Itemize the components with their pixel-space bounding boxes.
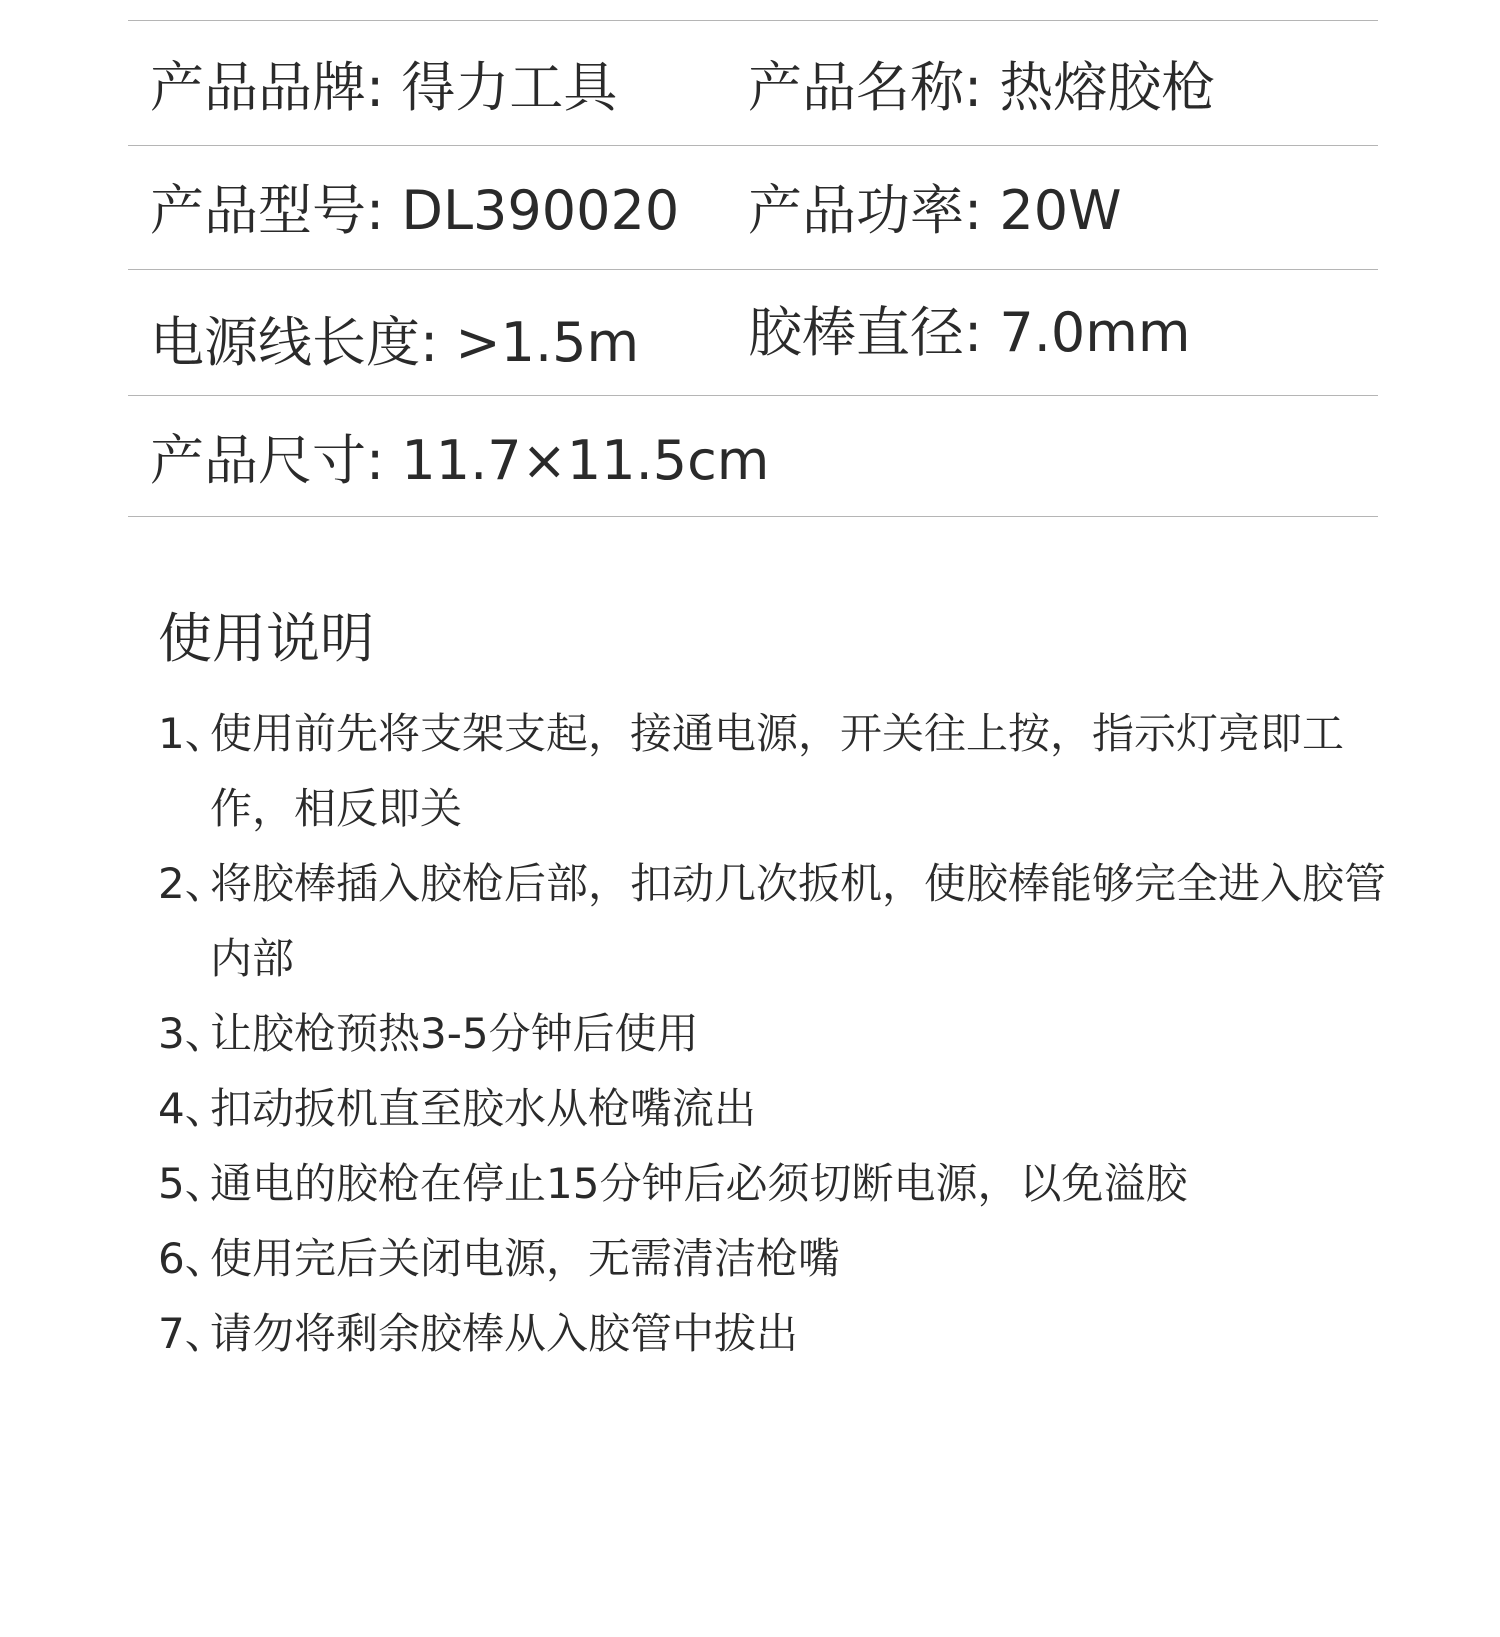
spec-stick-diameter	[748, 301, 1191, 364]
instruction-step	[158, 846, 1388, 996]
instruction-step	[158, 1146, 1388, 1221]
spec-brand-value: 得力工具	[401, 56, 618, 119]
step-text: 使用前先将支架支起，接通电源，开关往上按，指示灯亮即工作，相反即关	[210, 709, 1345, 833]
instruction-step	[158, 1071, 1388, 1146]
step-number: 3、	[158, 1009, 227, 1058]
spec-stick-diameter-value: 7.0mm	[999, 301, 1191, 364]
step-number: 1、	[158, 709, 227, 758]
spec-power-label: 产品功率:	[748, 179, 983, 242]
spec-brand	[150, 56, 618, 119]
spec-model-value: DL390020	[401, 179, 680, 242]
spec-row-size	[128, 395, 1378, 517]
usage-instructions	[158, 607, 1388, 1371]
step-number: 7、	[158, 1309, 227, 1358]
spec-power	[748, 179, 1122, 242]
instruction-step	[158, 996, 1388, 1071]
spec-product-name	[748, 56, 1216, 119]
step-number: 6、	[158, 1234, 227, 1283]
step-text: 将胶棒插入胶枪后部，扣动几次扳机，使胶棒能够完全进入胶管内部	[210, 859, 1387, 983]
spec-size-value: 11.7×11.5cm	[401, 429, 770, 492]
instruction-step	[158, 1221, 1388, 1296]
step-text: 使用完后关闭电源，无需清洁枪嘴	[210, 1234, 841, 1283]
spec-stick-diameter-label: 胶棒直径:	[748, 301, 983, 364]
step-text: 请勿将剩余胶棒从入胶管中拔出	[210, 1309, 799, 1358]
step-number: 2、	[158, 859, 227, 908]
instruction-step	[158, 1296, 1388, 1371]
spec-row-brand-name	[128, 20, 1378, 145]
spec-size	[150, 429, 770, 492]
spec-power-value: 20W	[999, 179, 1122, 242]
spec-cord-length-label: 电源线长度:	[150, 311, 439, 374]
spec-product-name-value: 热熔胶枪	[999, 56, 1216, 119]
step-text: 让胶枪预热3-5分钟后使用	[210, 1009, 699, 1058]
spec-row-cord-diameter	[128, 269, 1378, 395]
spec-cord-length-value: >1.5m	[455, 311, 640, 374]
spec-table	[128, 20, 1378, 517]
instructions-title: 使用说明	[158, 607, 374, 670]
spec-model-label: 产品型号:	[150, 179, 385, 242]
spec-row-model-power	[128, 145, 1378, 269]
step-text: 通电的胶枪在停止15分钟后必须切断电源，以免溢胶	[210, 1159, 1188, 1208]
spec-model	[150, 179, 680, 242]
step-number: 4、	[158, 1084, 227, 1133]
spec-cord-length	[150, 311, 640, 374]
spec-brand-label: 产品品牌:	[150, 56, 385, 119]
instruction-step	[158, 696, 1388, 846]
spec-product-name-label: 产品名称:	[748, 56, 983, 119]
step-number: 5、	[158, 1159, 227, 1208]
spec-size-label: 产品尺寸:	[150, 429, 385, 492]
step-text: 扣动扳机直至胶水从枪嘴流出	[210, 1084, 757, 1133]
